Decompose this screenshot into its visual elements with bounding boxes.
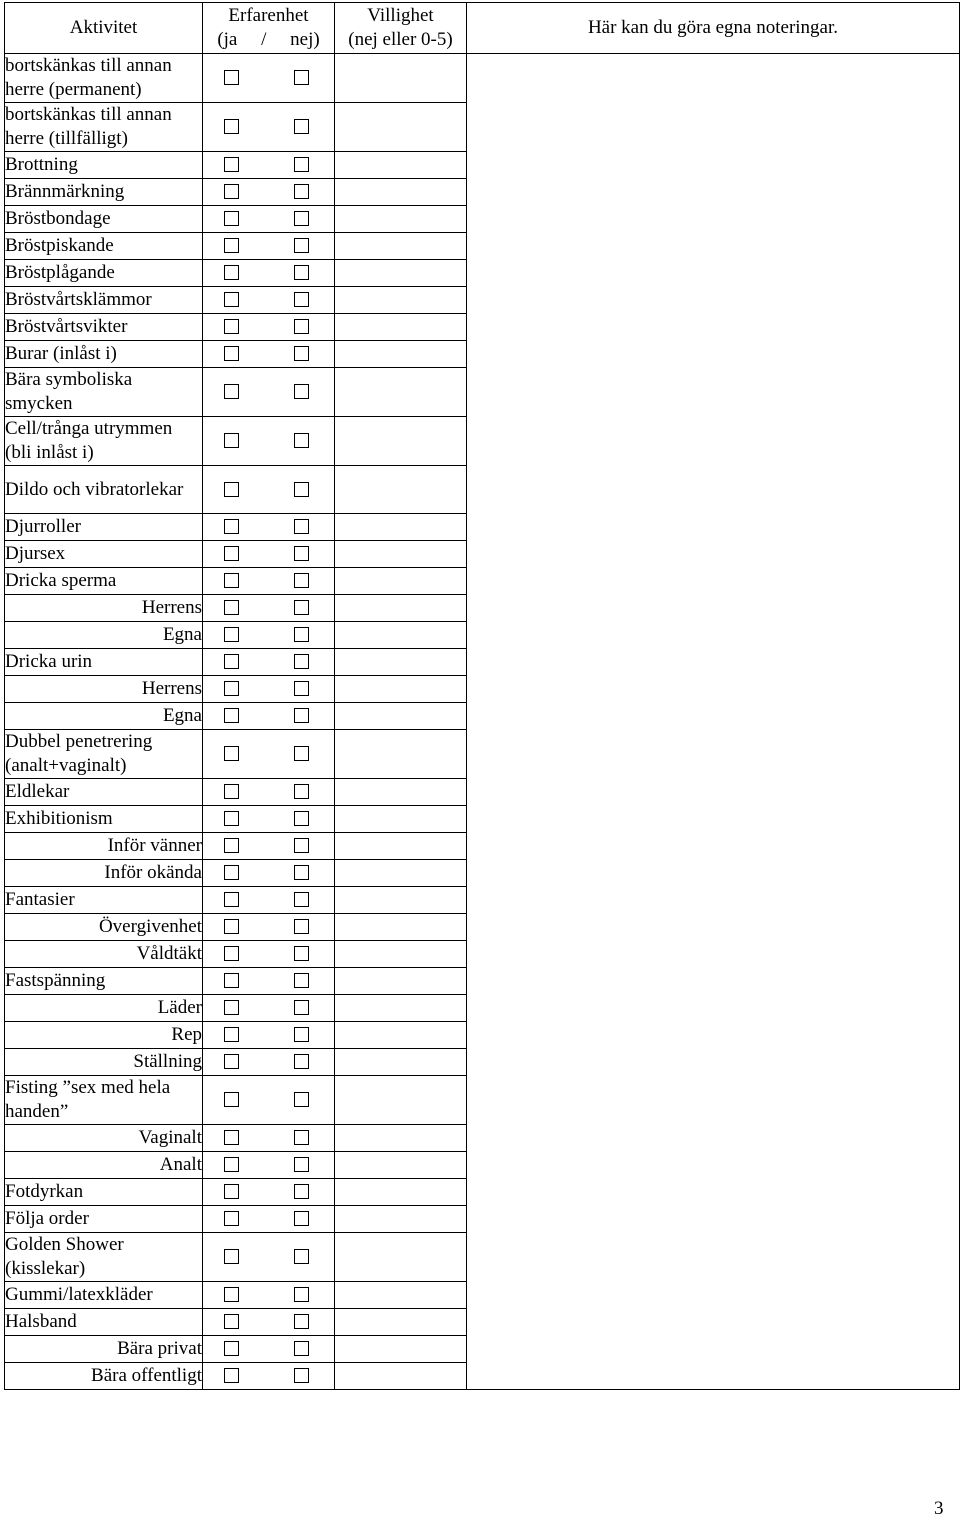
sub-activity-label: Övergivenhet — [5, 914, 203, 941]
experience-no-checkbox[interactable] — [294, 1314, 309, 1329]
willingness-header — [335, 3, 467, 54]
experience-yes-checkbox[interactable] — [224, 384, 239, 399]
willingness-field[interactable] — [335, 287, 467, 314]
sub-activity-label: Bära privat — [5, 1336, 203, 1363]
experience-yes-checkbox[interactable] — [224, 211, 239, 226]
willingness-field[interactable] — [335, 1076, 467, 1125]
experience-cell — [203, 541, 335, 568]
activity-table — [4, 2, 960, 1390]
activity-label: Dricka urin — [5, 649, 203, 676]
experience-yes-checkbox[interactable] — [224, 157, 239, 172]
sub-activity-label: Vaginalt — [5, 1125, 203, 1152]
experience-cell — [203, 779, 335, 806]
experience-yes-checkbox[interactable] — [224, 1027, 239, 1042]
activity-header: Aktivitet — [5, 3, 203, 54]
experience-cell — [203, 595, 335, 622]
experience-yes-checkbox[interactable] — [224, 319, 239, 334]
willingness-field[interactable] — [335, 314, 467, 341]
activity-rows — [5, 54, 960, 1390]
experience-yes-checkbox[interactable] — [224, 292, 239, 307]
experience-cell — [203, 676, 335, 703]
experience-cell — [203, 914, 335, 941]
activity-label: Brottning — [5, 152, 203, 179]
activity-label: bortskänkas till annan herre (permanent) — [5, 54, 203, 103]
experience-cell — [203, 417, 335, 466]
experience-no-checkbox[interactable] — [294, 292, 309, 307]
willingness-field[interactable] — [335, 1049, 467, 1076]
willingness-field[interactable] — [335, 368, 467, 417]
experience-yes-checkbox[interactable] — [224, 346, 239, 361]
experience-no-checkbox[interactable] — [294, 1054, 309, 1069]
experience-no-checkbox[interactable] — [294, 157, 309, 172]
experience-cell — [203, 1309, 335, 1336]
willingness-header-title: Villighet — [367, 5, 434, 26]
experience-cell — [203, 649, 335, 676]
experience-no-checkbox[interactable] — [294, 1130, 309, 1145]
willingness-field[interactable] — [335, 206, 467, 233]
willingness-field[interactable] — [335, 1206, 467, 1233]
experience-no-checkbox[interactable] — [294, 265, 309, 280]
experience-yes-checkbox[interactable] — [224, 573, 239, 588]
experience-no-checkbox[interactable] — [294, 238, 309, 253]
experience-cell — [203, 152, 335, 179]
experience-no-checkbox[interactable] — [294, 946, 309, 961]
experience-cell — [203, 1336, 335, 1363]
willingness-field[interactable] — [335, 914, 467, 941]
experience-yes-checkbox[interactable] — [224, 70, 239, 85]
experience-yes-checkbox[interactable] — [224, 1000, 239, 1015]
experience-cell — [203, 568, 335, 595]
willingness-field[interactable] — [335, 1282, 467, 1309]
willingness-field[interactable] — [335, 860, 467, 887]
experience-yes-checkbox[interactable] — [224, 865, 239, 880]
experience-cell — [203, 368, 335, 417]
experience-cell — [203, 995, 335, 1022]
willingness-field[interactable] — [335, 341, 467, 368]
experience-cell — [203, 179, 335, 206]
experience-header-title: Erfarenhet — [228, 5, 309, 26]
experience-no-checkbox[interactable] — [294, 346, 309, 361]
experience-cell — [203, 1125, 335, 1152]
willingness-field[interactable] — [335, 968, 467, 995]
experience-yes-checkbox[interactable] — [224, 433, 239, 448]
experience-cell — [203, 1049, 335, 1076]
experience-cell — [203, 1282, 335, 1309]
activity-label: Halsband — [5, 1309, 203, 1336]
experience-yes-checkbox[interactable] — [224, 654, 239, 669]
activity-label: Exhibitionism — [5, 806, 203, 833]
experience-yes-checkbox[interactable] — [224, 892, 239, 907]
experience-cell — [203, 103, 335, 152]
experience-cell — [203, 1152, 335, 1179]
experience-yes-checkbox[interactable] — [224, 600, 239, 615]
experience-cell — [203, 54, 335, 103]
experience-yes-checkbox[interactable] — [224, 811, 239, 826]
willingness-field[interactable] — [335, 730, 467, 779]
willingness-field[interactable] — [335, 1022, 467, 1049]
experience-yes-checkbox[interactable] — [224, 1287, 239, 1302]
willingness-field[interactable] — [335, 466, 467, 514]
experience-no-checkbox[interactable] — [294, 573, 309, 588]
experience-cell — [203, 287, 335, 314]
experience-cell — [203, 314, 335, 341]
activity-label: Dricka sperma — [5, 568, 203, 595]
experience-cell — [203, 1179, 335, 1206]
activity-label: Fantasier — [5, 887, 203, 914]
experience-yes-checkbox[interactable] — [224, 1314, 239, 1329]
header-row — [5, 3, 960, 54]
activity-label: Gummi/latexkläder — [5, 1282, 203, 1309]
experience-no-checkbox[interactable] — [294, 973, 309, 988]
experience-cell — [203, 466, 335, 514]
experience-no-checkbox[interactable] — [294, 1368, 309, 1383]
experience-yes-checkbox[interactable] — [224, 1249, 239, 1264]
page-number: 3 — [934, 1498, 944, 1519]
sub-activity-label: Läder — [5, 995, 203, 1022]
willingness-field[interactable] — [335, 152, 467, 179]
experience-no-checkbox[interactable] — [294, 1184, 309, 1199]
experience-no-checkbox[interactable] — [294, 211, 309, 226]
willingness-field[interactable] — [335, 541, 467, 568]
willingness-field[interactable] — [335, 417, 467, 466]
experience-no-checkbox[interactable] — [294, 892, 309, 907]
willingness-field[interactable] — [335, 779, 467, 806]
experience-cell — [203, 703, 335, 730]
experience-no-checkbox[interactable] — [294, 519, 309, 534]
willingness-field[interactable] — [335, 568, 467, 595]
experience-cell — [203, 968, 335, 995]
activity-label: Bröstvårtsklämmor — [5, 287, 203, 314]
willingness-field[interactable] — [335, 233, 467, 260]
sub-activity-label: Herrens — [5, 595, 203, 622]
sub-activity-label: Herrens — [5, 676, 203, 703]
willingness-field[interactable] — [335, 1125, 467, 1152]
experience-no-checkbox[interactable] — [294, 1211, 309, 1226]
experience-yes-checkbox[interactable] — [224, 119, 239, 134]
experience-cell — [203, 206, 335, 233]
experience-no-checkbox[interactable] — [294, 708, 309, 723]
activity-label: Djurroller — [5, 514, 203, 541]
willingness-field[interactable] — [335, 703, 467, 730]
experience-yes-checkbox[interactable] — [224, 482, 239, 497]
experience-no-checkbox[interactable] — [294, 627, 309, 642]
willingness-field[interactable] — [335, 103, 467, 152]
experience-yes-checkbox[interactable] — [224, 627, 239, 642]
experience-yes-checkbox[interactable] — [224, 946, 239, 961]
experience-cell — [203, 233, 335, 260]
experience-yes-checkbox[interactable] — [224, 973, 239, 988]
experience-yes-checkbox[interactable] — [224, 238, 239, 253]
experience-no-checkbox[interactable] — [294, 1249, 309, 1264]
willingness-field[interactable] — [335, 1179, 467, 1206]
willingness-field[interactable] — [335, 1336, 467, 1363]
activity-label: Burar (inlåst i) — [5, 341, 203, 368]
experience-yes-checkbox[interactable] — [224, 746, 239, 761]
experience-cell — [203, 806, 335, 833]
experience-yes-checkbox[interactable] — [224, 265, 239, 280]
activity-label: Bröstvårtsvikter — [5, 314, 203, 341]
experience-no-checkbox[interactable] — [294, 184, 309, 199]
willingness-field[interactable] — [335, 260, 467, 287]
sub-activity-label: Inför okända — [5, 860, 203, 887]
activity-label: bortskänkas till annan herre (tillfälligt) — [5, 103, 203, 152]
experience-yes-checkbox[interactable] — [224, 1211, 239, 1226]
willingness-field[interactable] — [335, 595, 467, 622]
willingness-field[interactable] — [335, 995, 467, 1022]
experience-cell — [203, 730, 335, 779]
experience-yes-checkbox[interactable] — [224, 681, 239, 696]
experience-cell — [203, 1363, 335, 1390]
activity-label: Bröstplågande — [5, 260, 203, 287]
experience-cell — [203, 1022, 335, 1049]
sub-activity-label: Våldtäkt — [5, 941, 203, 968]
activity-label: Golden Shower (kisslekar) — [5, 1233, 203, 1282]
sub-activity-label: Analt — [5, 1152, 203, 1179]
experience-no-checkbox[interactable] — [294, 70, 309, 85]
experience-yes-checkbox[interactable] — [224, 708, 239, 723]
experience-cell — [203, 887, 335, 914]
experience-yes-checkbox[interactable] — [224, 1341, 239, 1356]
sub-activity-label: Rep — [5, 1022, 203, 1049]
willingness-field[interactable] — [335, 1233, 467, 1282]
willingness-field[interactable] — [335, 887, 467, 914]
experience-no-checkbox[interactable] — [294, 119, 309, 134]
activity-label: Eldlekar — [5, 779, 203, 806]
experience-no-checkbox[interactable] — [294, 546, 309, 561]
willingness-field[interactable] — [335, 514, 467, 541]
willingness-field[interactable] — [335, 179, 467, 206]
experience-no-checkbox[interactable] — [294, 433, 309, 448]
activity-label: Fastspänning — [5, 968, 203, 995]
activity-label: Följa order — [5, 1206, 203, 1233]
experience-yes-checkbox[interactable] — [224, 1157, 239, 1172]
experience-yes-checkbox[interactable] — [224, 1092, 239, 1107]
experience-no-checkbox[interactable] — [294, 681, 309, 696]
experience-yes-checkbox[interactable] — [224, 519, 239, 534]
experience-no-checkbox[interactable] — [294, 482, 309, 497]
experience-header-options: (ja / nej) — [217, 29, 320, 50]
activity-label: Brännmärkning — [5, 179, 203, 206]
activity-label: Djursex — [5, 541, 203, 568]
experience-no-checkbox[interactable] — [294, 865, 309, 880]
experience-no-checkbox[interactable] — [294, 1000, 309, 1015]
notes-header: Här kan du göra egna noteringar. — [467, 3, 960, 54]
experience-no-checkbox[interactable] — [294, 1341, 309, 1356]
willingness-field[interactable] — [335, 941, 467, 968]
activity-label: Fotdyrkan — [5, 1179, 203, 1206]
experience-header — [203, 3, 335, 54]
activity-label: Bröstpiskande — [5, 233, 203, 260]
experience-no-checkbox[interactable] — [294, 919, 309, 934]
willingness-field[interactable] — [335, 54, 467, 103]
experience-cell — [203, 622, 335, 649]
experience-no-checkbox[interactable] — [294, 1287, 309, 1302]
experience-no-checkbox[interactable] — [294, 1157, 309, 1172]
sub-activity-label: Egna — [5, 622, 203, 649]
experience-no-checkbox[interactable] — [294, 811, 309, 826]
sub-activity-label: Inför vänner — [5, 833, 203, 860]
willingness-field[interactable] — [335, 806, 467, 833]
experience-yes-checkbox[interactable] — [224, 1184, 239, 1199]
experience-no-checkbox[interactable] — [294, 1027, 309, 1042]
experience-cell — [203, 1233, 335, 1282]
willingness-field[interactable] — [335, 833, 467, 860]
willingness-header-options: (nej eller 0-5) — [348, 29, 453, 50]
notes-area[interactable] — [467, 54, 960, 1390]
sub-activity-label: Bära offentligt — [5, 1363, 203, 1390]
willingness-field[interactable] — [335, 676, 467, 703]
experience-no-checkbox[interactable] — [294, 319, 309, 334]
experience-yes-checkbox[interactable] — [224, 919, 239, 934]
willingness-field[interactable] — [335, 649, 467, 676]
willingness-field[interactable] — [335, 1363, 467, 1390]
activity-label: Cell/trånga utrymmen (bli inlåst i) — [5, 417, 203, 466]
experience-no-checkbox[interactable] — [294, 654, 309, 669]
experience-cell — [203, 833, 335, 860]
experience-cell — [203, 341, 335, 368]
experience-yes-checkbox[interactable] — [224, 546, 239, 561]
willingness-field[interactable] — [335, 1309, 467, 1336]
table-row — [5, 54, 960, 103]
willingness-field[interactable] — [335, 622, 467, 649]
experience-cell — [203, 860, 335, 887]
experience-cell — [203, 260, 335, 287]
experience-no-checkbox[interactable] — [294, 384, 309, 399]
activity-label: Bära symboliska smycken — [5, 368, 203, 417]
activity-label: Dildo och vibratorlekar — [5, 466, 203, 514]
experience-yes-checkbox[interactable] — [224, 1368, 239, 1383]
experience-no-checkbox[interactable] — [294, 1092, 309, 1107]
experience-cell — [203, 941, 335, 968]
experience-yes-checkbox[interactable] — [224, 838, 239, 853]
activity-label: Bröstbondage — [5, 206, 203, 233]
experience-yes-checkbox[interactable] — [224, 784, 239, 799]
sub-activity-label: Ställning — [5, 1049, 203, 1076]
experience-cell — [203, 514, 335, 541]
experience-no-checkbox[interactable] — [294, 784, 309, 799]
experience-yes-checkbox[interactable] — [224, 1054, 239, 1069]
willingness-field[interactable] — [335, 1152, 467, 1179]
experience-no-checkbox[interactable] — [294, 838, 309, 853]
experience-yes-checkbox[interactable] — [224, 184, 239, 199]
sub-activity-label: Egna — [5, 703, 203, 730]
activity-label: Dubbel penetrering (analt+vaginalt) — [5, 730, 203, 779]
experience-no-checkbox[interactable] — [294, 746, 309, 761]
experience-cell — [203, 1206, 335, 1233]
experience-yes-checkbox[interactable] — [224, 1130, 239, 1145]
activity-label: Fisting ”sex med hela handen” — [5, 1076, 203, 1125]
experience-cell — [203, 1076, 335, 1125]
experience-no-checkbox[interactable] — [294, 600, 309, 615]
